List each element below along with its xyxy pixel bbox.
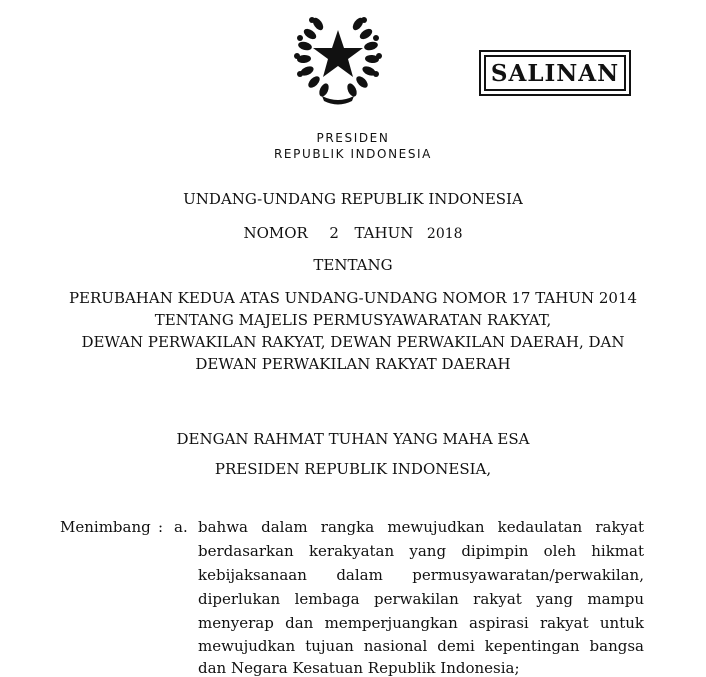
considering-line-2: berdasarkan kerakyatan yang dipimpin oleh hikmat	[198, 542, 644, 560]
considering-line-6: mewujudkan tujuan nasional demi kepentingan bangsa	[198, 637, 644, 655]
salinan-stamp-text: SALINAN	[484, 55, 626, 91]
salinan-stamp	[479, 50, 631, 96]
subject-line-1: PERUBAHAN KEDUA ATAS UNDANG-UNDANG NOMOR 17 TAHUN 2014	[68, 289, 638, 307]
considering-line-4: diperlukan lembaga perwakilan rakyat yang mampu	[198, 590, 644, 608]
president-statement: PRESIDEN REPUBLIK INDONESIA,	[214, 460, 492, 478]
subject-line-3: DEWAN PERWAKILAN RAKYAT, DEWAN PERWAKILAN DAERAH, DAN	[81, 333, 625, 351]
considering-item-letter: a.	[174, 518, 188, 536]
tahun-value: 2018	[426, 226, 463, 242]
considering-line-3: kebijaksanaan dalam permusyawaratan/perwakilan,	[198, 566, 644, 584]
subject-line-4: DEWAN PERWAKILAN RAKYAT DAERAH	[195, 355, 511, 373]
considering-line-1: bahwa dalam rangka mewujudkan kedaulatan rakyat	[198, 518, 644, 536]
tahun-label: TAHUN	[354, 224, 414, 242]
law-title: UNDANG-UNDANG REPUBLIK INDONESIA	[183, 190, 523, 208]
subject-line-2: TENTANG MAJELIS PERMUSYAWARATAN RAKYAT,	[154, 311, 552, 329]
considering-label: Menimbang	[60, 518, 151, 536]
presidential-emblem-icon	[292, 8, 384, 108]
nomor-value: 2	[329, 224, 339, 242]
grace-statement: DENGAN RAHMAT TUHAN YANG MAHA ESA	[176, 430, 530, 448]
office-title-president: PRESIDEN	[316, 131, 390, 145]
tentang-heading: TENTANG	[313, 256, 393, 274]
office-title-republic: REPUBLIK INDONESIA	[273, 147, 432, 161]
nomor-label: NOMOR	[243, 224, 308, 242]
law-number-line	[0, 224, 706, 242]
considering-colon: :	[158, 518, 164, 536]
considering-line-7: dan Negara Kesatuan Republik Indonesia;	[198, 659, 520, 677]
considering-line-5: menyerap dan memperjuangkan aspirasi rakyat untuk	[198, 614, 644, 632]
